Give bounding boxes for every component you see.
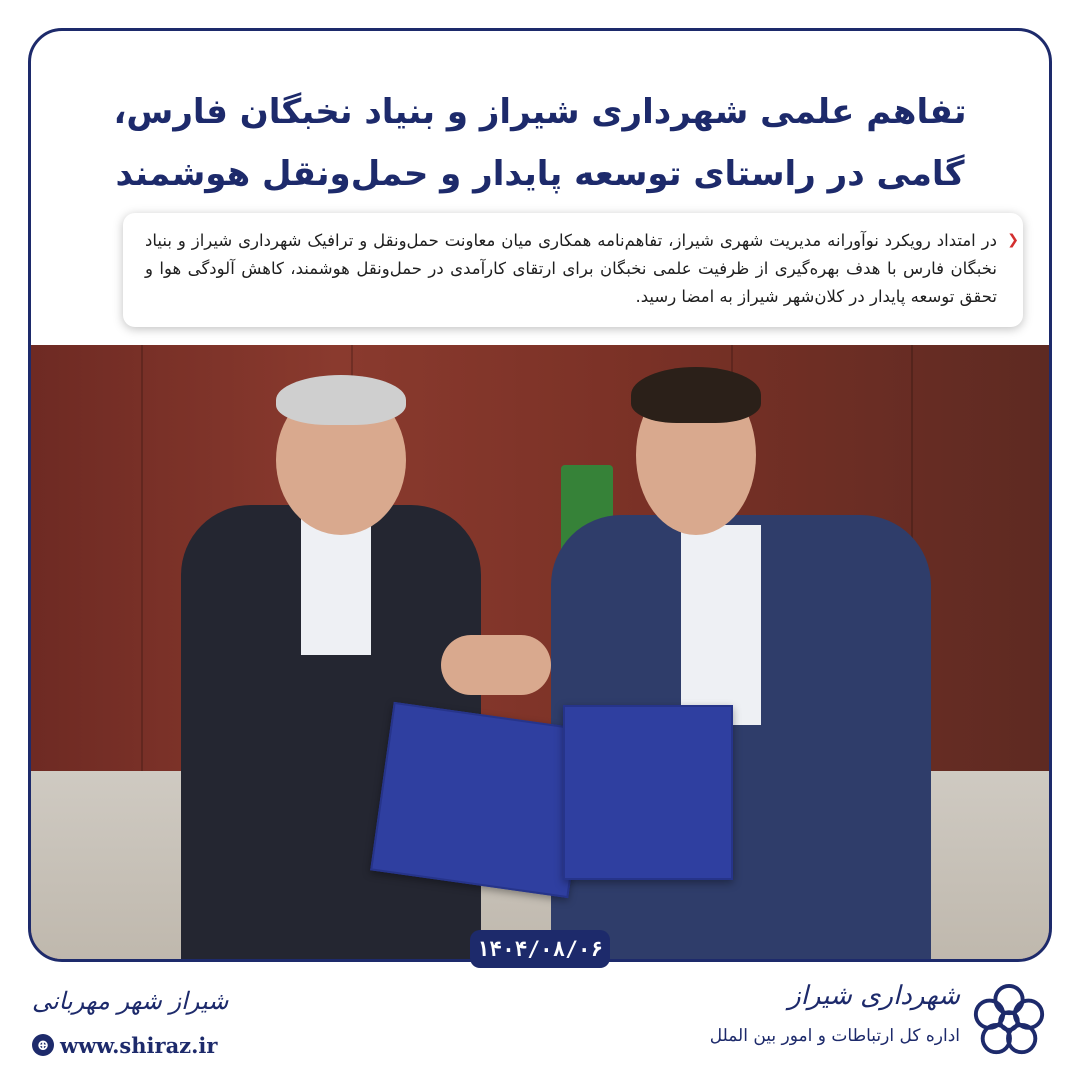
news-card xyxy=(28,28,1052,962)
logo-subtitle: اداره کل ارتباطات و امور بین الملل xyxy=(709,1026,960,1046)
grey-hair xyxy=(276,375,406,425)
headline xyxy=(31,81,1049,205)
agreement-folder-right xyxy=(563,705,733,880)
slogan: شیراز شهر مهربانی xyxy=(32,987,229,1015)
shirt xyxy=(681,525,761,725)
summary-text: در امتداد رویکرد نوآورانه مدیریت شهری شیراز، تفاهم‌نامه همکاری میان معاونت حمل‌ونقل و ترافیک شهرداری شیراز و بنیاد نخبگان فارس با هدف بهره‌گیری از ظرفیت علمی نخبگان برای ارتقای کارآمدی در حمل‌ونقل هوشمند، کاهش آلودگی هوا و تحقق توسعه پایدار در کلان‌شهر شیراز به امضا رسید. xyxy=(145,231,997,306)
date-badge: ۱۴۰۴/۰۸/۰۶ xyxy=(470,930,610,968)
red-chevron-icon: ❮ xyxy=(1007,232,1019,248)
headline-line-1: تفاهم علمی شهرداری شیراز و بنیاد نخبگان فارس، xyxy=(113,92,967,132)
globe-icon: ⊕ xyxy=(32,1034,54,1056)
flower-logo-icon xyxy=(970,982,1048,1060)
agreement-folder-left xyxy=(370,702,592,898)
website-url: www.shiraz.ir xyxy=(60,1032,218,1058)
handshake xyxy=(441,635,551,695)
dark-hair xyxy=(631,367,761,423)
summary-box xyxy=(123,213,1023,327)
headline-line-2: گامی در راستای توسعه پایدار و حمل‌ونقل هوشمند xyxy=(115,154,965,194)
signing-photo xyxy=(31,345,1049,961)
logo-name: شهرداری شیراز xyxy=(788,981,960,1011)
website-link[interactable] xyxy=(32,1030,217,1060)
organization-name xyxy=(670,978,960,1054)
shirt xyxy=(301,515,371,655)
